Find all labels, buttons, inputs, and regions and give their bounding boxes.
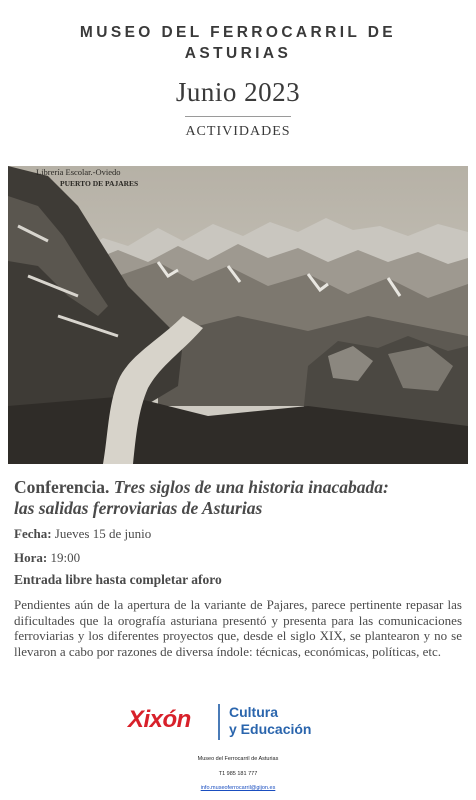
- footer-name: Museo del Ferrocarril de Asturias: [197, 756, 279, 762]
- entry-note: Entrada libre hasta completar aforo: [14, 572, 222, 587]
- mountain-pass-image: [8, 166, 468, 464]
- date-label: Fecha:: [14, 526, 52, 541]
- event-type: Conferencia.: [14, 477, 110, 497]
- museum-name-line-2: ASTURIAS: [184, 45, 292, 62]
- month-title: Junio 2023: [175, 77, 301, 107]
- postcard-photo: [8, 166, 468, 464]
- photo-caption-top: Librería Escolar.-Oviedo: [36, 167, 121, 177]
- museum-name-line-1: MUSEO DEL FERROCARRIL DE: [79, 24, 397, 41]
- section-title: ACTIVIDADES: [185, 124, 291, 139]
- event-title-italic-2: las salidas ferroviarias de Asturias: [14, 498, 263, 518]
- event-title-italic-1: Tres siglos de una historia inacabada:: [113, 477, 389, 497]
- event-title: [14, 477, 464, 519]
- culture-logo-line-2: y Educación: [229, 721, 312, 737]
- footer-phone: T1 985 181 777: [218, 771, 258, 777]
- xixon-logo: Xixón: [128, 706, 191, 733]
- culture-logo-line-1: Cultura: [229, 704, 278, 720]
- event-date: [14, 526, 151, 542]
- footer-email-link[interactable]: info.museoferrocarril@gijon.es: [200, 785, 276, 791]
- time-label: Hora:: [14, 550, 48, 565]
- museum-name: [0, 22, 476, 64]
- event-time: [14, 550, 80, 566]
- culture-logo: [229, 704, 311, 738]
- photo-caption-place: PUERTO DE PAJARES: [60, 179, 139, 188]
- logo-divider: [218, 704, 220, 740]
- event-description: Pendientes aún de la apertura de la variante de Pajares, parece pertinente repasar las dificultades que la orografía asturiana presentó y presenta para las comunicaciones ferroviarias y los diferentes proyectos que, desde el siglo XIX, se plantearon y no se llevaron a cabo por razones de diversa índole: técnicas, económicas, políticas, etc.: [14, 597, 462, 659]
- time-value: 19:00: [50, 550, 81, 565]
- date-value: Jueves 15 de junio: [54, 526, 152, 541]
- divider: [185, 116, 291, 117]
